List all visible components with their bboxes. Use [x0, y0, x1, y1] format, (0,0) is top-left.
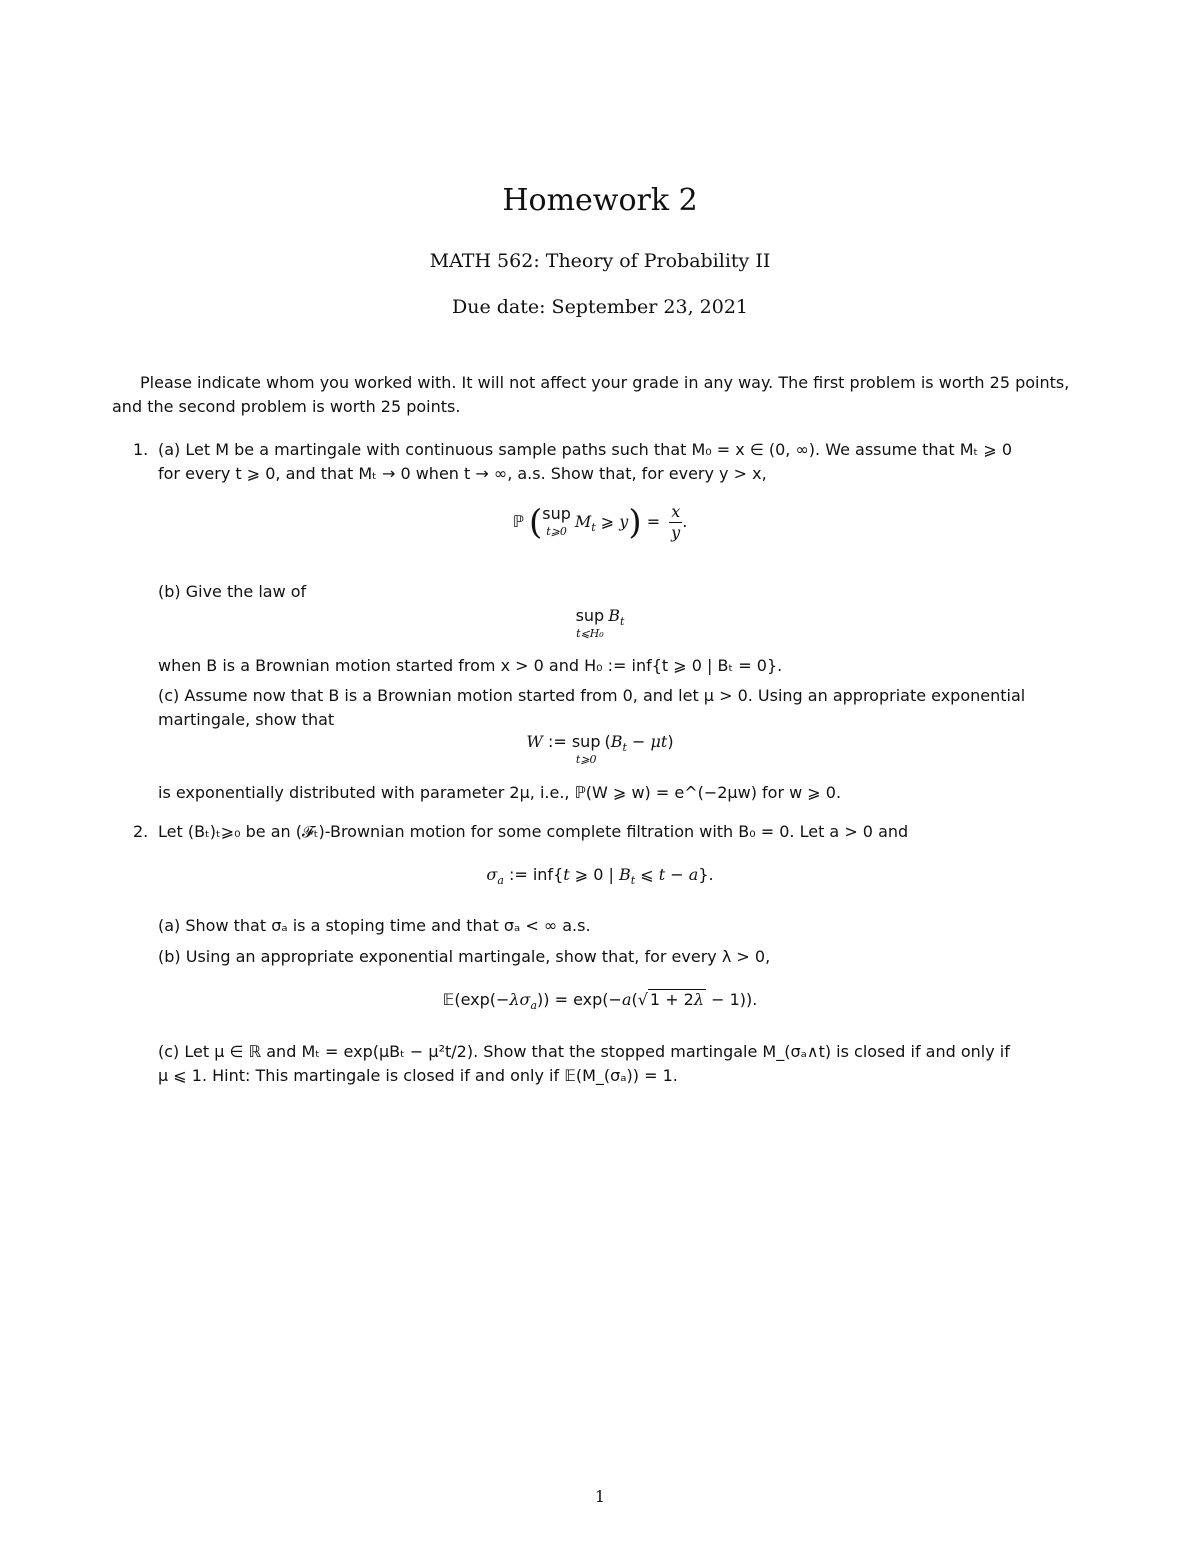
problem-1-number: 1.	[133, 440, 149, 459]
problem-1c-line-3: is exponentially distributed with parameter 2μ, i.e., ℙ(W ⩾ w) = e^(−2μw) for w ⩾ 0.	[158, 783, 842, 802]
equation-1a: ℙ ( sup t⩾0 $M_t$ ⩾ y) = $\frac{x}{y}$ .	[512, 502, 688, 543]
course-name: MATH 562: Theory of Probability II	[429, 250, 771, 272]
problem-1a-line-1: (a) Let M be a martingale with continuous sample paths such that M₀ = x ∈ (0, ∞). We assume that Mₜ ⩾ 0	[158, 440, 1012, 459]
problem-2-number: 2.	[133, 822, 149, 841]
problem-1c-line-1: (c) Assume now that B is a Brownian motion started from 0, and let μ > 0. Using an appropriate exponential	[158, 686, 1026, 705]
page-number: 1	[594, 1487, 606, 1506]
equation-2-sigma: $\sigma_a$ := inf{t ⩾ 0 | $B_t$ ⩽ t − a}.	[486, 865, 714, 888]
problem-1b-line-1: (b) Give the law of	[158, 582, 307, 601]
page-title: Homework 2	[502, 183, 698, 218]
equation-2b: $𝔼(\exp(-\lambda\sigma_a)) = \exp(-a(√$ 1 + 2λ − 1)).	[442, 990, 758, 1013]
problem-2a-line: (a) Show that σₐ is a stoping time and that σₐ < ∞ a.s.	[158, 916, 591, 935]
problem-2c-line-1: (c) Let μ ∈ ℝ and Mₜ = exp(μBₜ − μ²t/2). Show that the stopped martingale M_(σₐ∧t) is closed if and only if	[158, 1042, 1010, 1061]
problem-1b-line-2: when B is a Brownian motion started from x > 0 and H₀ := inf{t ⩾ 0 | Bₜ = 0}.	[158, 656, 783, 675]
problem-1a-line-2: for every t ⩾ 0, and that Mₜ → 0 when t → ∞, a.s. Show that, for every y > x,	[158, 464, 767, 483]
due-date: Due date: September 23, 2021	[451, 296, 749, 318]
intro-paragraph: Please indicate whom you worked with. It will not affect your grade in any way. The first problem is worth 25 points, and the second problem is worth 25 points.	[112, 373, 1070, 416]
problem-1c-line-2: martingale, show that	[158, 710, 335, 729]
problem-2c-line-2: μ ⩽ 1. Hint: This martingale is closed if and only if 𝔼(M_(σₐ)) = 1.	[158, 1066, 678, 1085]
problem-2b-line: (b) Using an appropriate exponential martingale, show that, for every λ > 0,	[158, 947, 771, 966]
equation-1b: sup t⩽H₀ $B_t$	[575, 606, 625, 640]
problem-2-line-1: Let (Bₜ)ₜ⩾₀ be an (𝓕ₜ)-Brownian motion for some complete filtration with B₀ = 0. Let a > 0 and	[158, 822, 909, 841]
equation-1c: W := sup t⩾0 $(B_t - \mu t)$	[526, 732, 674, 766]
